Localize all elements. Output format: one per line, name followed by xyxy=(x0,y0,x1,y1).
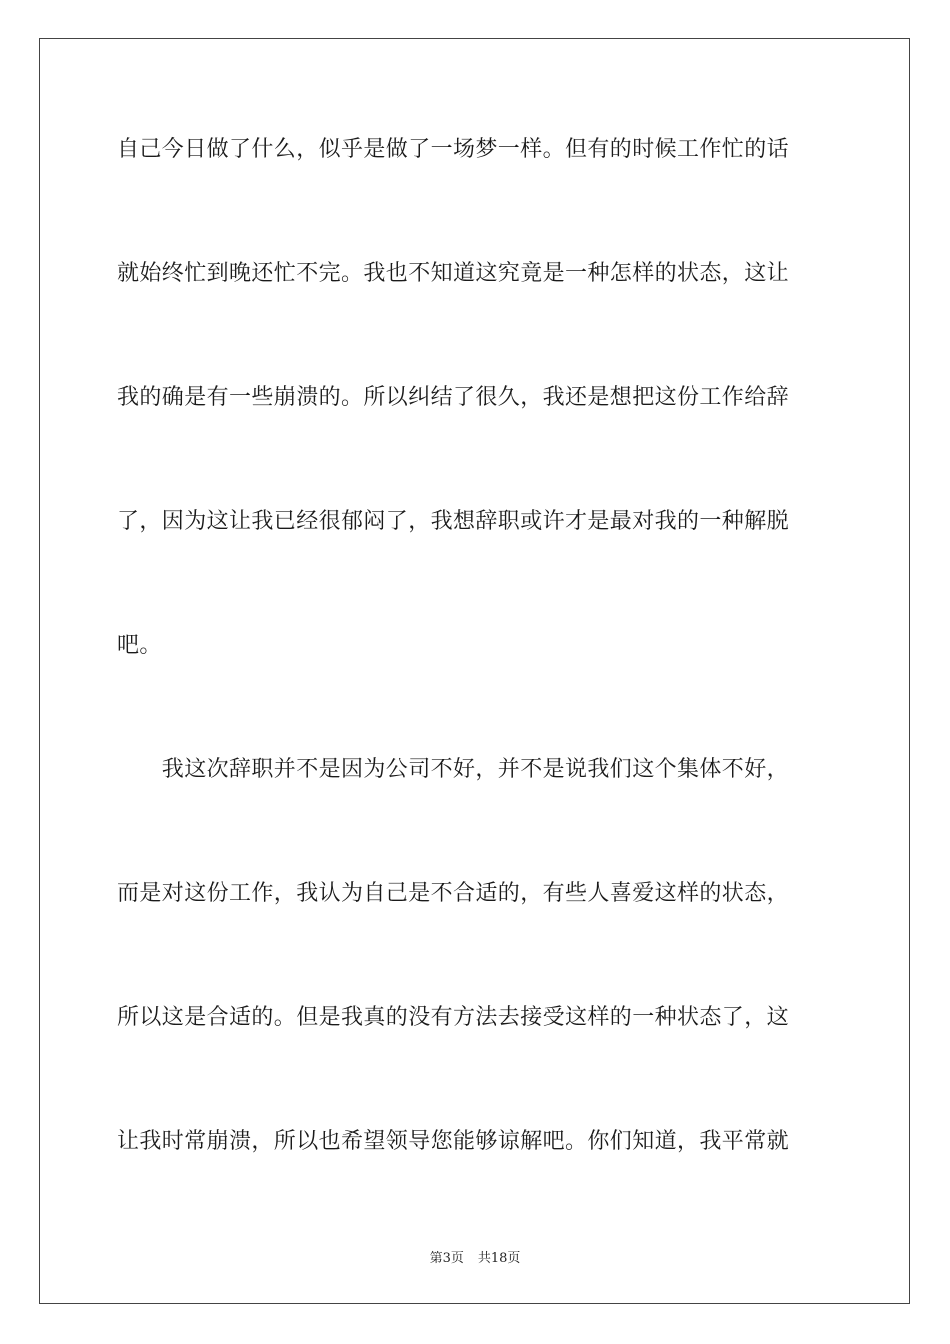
body-text-line: 我的确是有一些崩溃的。所以纠结了很久，我还是想把这份工作给辞 xyxy=(117,385,790,410)
page-footer xyxy=(0,1247,950,1266)
body-text-line: 吧。 xyxy=(117,633,162,658)
page-number: 第3页 xyxy=(429,1251,464,1266)
body-text-line: 所以这是合适的。但是我真的没有方法去接受这样的一种状态了，这 xyxy=(117,1005,790,1030)
body-text-line: 就始终忙到晚还忙不完。我也不知道这究竟是一种怎样的状态，这让 xyxy=(117,261,790,286)
body-text-line: 让我时常崩溃，所以也希望领导您能够谅解吧。你们知道，我平常就 xyxy=(117,1129,790,1154)
body-text-line: 自己今日做了什么，似乎是做了一场梦一样。但有的时候工作忙的话 xyxy=(117,137,790,162)
body-text-line: 了，因为这让我已经很郁闷了，我想辞职或许才是最对我的一种解脱 xyxy=(117,509,790,534)
body-text-line: 我这次辞职并不是因为公司不好，并不是说我们这个集体不好， xyxy=(117,757,790,782)
page-frame xyxy=(39,38,910,1304)
body-text-line: 而是对这份工作，我认为自己是不合适的，有些人喜爱这样的状态， xyxy=(117,881,790,906)
page-total: 共18页 xyxy=(477,1251,521,1266)
